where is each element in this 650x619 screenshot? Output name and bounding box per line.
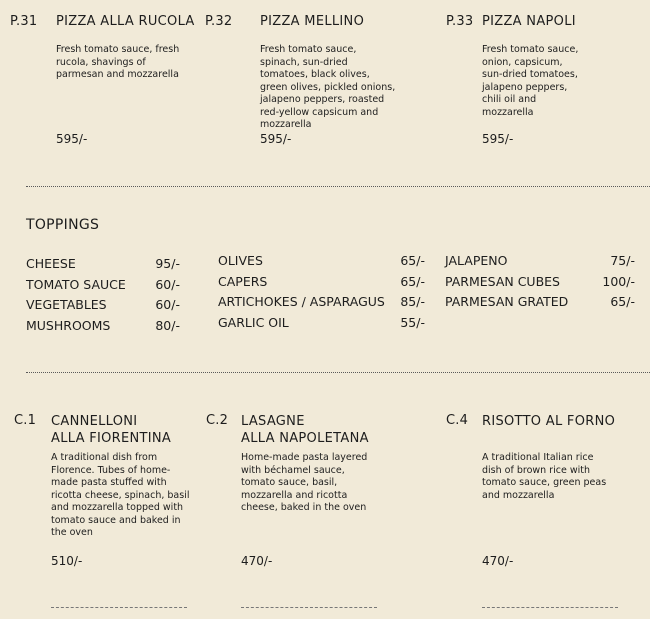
topping-price: 60/- [155,277,180,292]
topping-name: TOMATO SAUCE [26,277,126,292]
topping-name: VEGETABLES [26,297,107,312]
topping-item [218,253,425,273]
dish-name-line1: CANNELLONI [51,414,138,429]
toppings-heading: TOPPINGS [26,217,100,233]
dish-name-line2: ALLA NAPOLETANA [241,431,369,446]
topping-item [445,294,635,314]
topping-price: 95/- [155,256,180,271]
topping-name: MUSHROOMS [26,318,111,333]
pizza-name: PIZZA MELLINO [260,14,365,29]
dish-description: A traditional Italian rice dish of brown rice with tomato sauce, green peas and mozzarella [482,452,607,501]
pizza-description: Fresh tomato sauce, spinach, sun-dried tomatoes, black olives, green olives, pickled onions, jalapeno peppers, roasted red-yellow capsicum and mozzarella [260,44,396,130]
topping-name: CAPERS [218,274,268,289]
topping-item [218,294,425,314]
dashed-rule [482,607,618,608]
dashed-rule [51,607,187,608]
topping-price: 65/- [610,294,635,309]
pizza-description: Fresh tomato sauce, fresh rucola, shavings of parmesan and mozzarella [56,44,180,80]
topping-price: 80/- [155,318,180,333]
pizza-name: PIZZA NAPOLI [482,14,576,29]
dish-name-line1: RISOTTO AL FORNO [482,414,616,429]
topping-item [26,318,180,338]
dish-name-line1: LASAGNE [241,414,305,429]
pizza-description: Fresh tomato sauce, onion, capsicum, sun-dried tomatoes, jalapeno peppers, chili oil and mozzarella [482,44,579,118]
topping-item [445,274,635,294]
topping-price: 100/- [602,274,635,289]
dish-price: 510/- [51,554,83,568]
topping-price: 65/- [400,274,425,289]
dashed-rule [241,607,377,608]
dish-price: 470/- [482,554,514,568]
dish-code: C.1 [14,413,37,428]
topping-name: PARMESAN GRATED [445,294,569,309]
pizza-code: P.31 [10,14,38,29]
topping-name: JALAPENO [445,253,508,268]
dotted-divider [26,372,650,373]
topping-item [26,297,180,317]
pizza-price: 595/- [260,132,292,146]
topping-name: PARMESAN CUBES [445,274,560,289]
pizza-code: P.33 [446,14,474,29]
topping-item [445,253,635,273]
dish-price: 470/- [241,554,273,568]
pizza-price: 595/- [482,132,514,146]
dish-description: A traditional dish from Florence. Tubes of home-made pasta stuffed with ricotta cheese, spinach, basil and mozzarella topped with tomato sauce and baked in the oven [51,452,190,538]
topping-price: 60/- [155,297,180,312]
topping-price: 85/- [400,294,425,309]
pizza-code: P.32 [205,14,233,29]
topping-name: OLIVES [218,253,263,268]
dish-description: Home-made pasta layered with béchamel sauce, tomato sauce, basil, mozzarella and ricotta cheese, baked in the oven [241,452,368,513]
topping-price: 55/- [400,315,425,330]
topping-name: ARTICHOKES / ASPARAGUS [218,294,385,309]
dish-name-line2: ALLA FIORENTINA [51,431,172,446]
topping-price: 65/- [400,253,425,268]
pizza-price: 595/- [56,132,88,146]
topping-item [218,315,425,335]
dotted-divider [26,186,650,187]
topping-name: CHEESE [26,256,76,271]
pizza-name: PIZZA ALLA RUCOLA [56,14,195,29]
topping-item [26,256,180,276]
topping-item [218,274,425,294]
topping-item [26,277,180,297]
topping-price: 75/- [610,253,635,268]
dish-code: C.2 [206,413,229,428]
topping-name: GARLIC OIL [218,315,289,330]
dish-code: C.4 [446,413,469,428]
